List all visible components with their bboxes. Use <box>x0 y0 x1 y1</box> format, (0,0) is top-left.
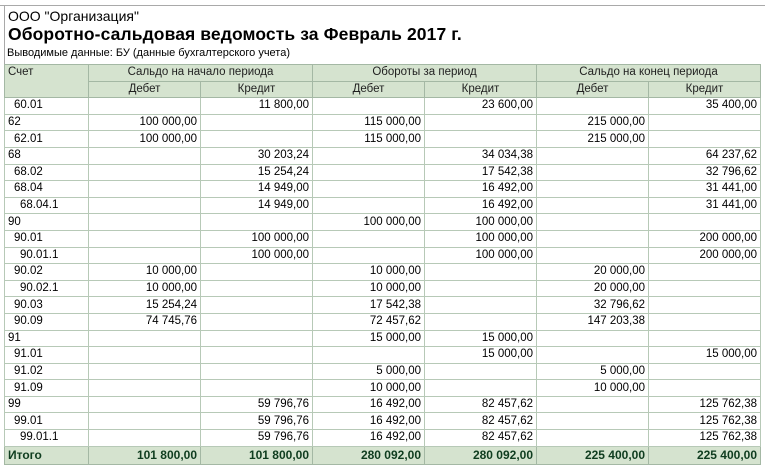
turnover-credit-cell[interactable]: 34 034,38 <box>425 147 537 164</box>
total-label: Итого <box>5 446 89 464</box>
account-code-cell[interactable]: 91.02 <box>5 363 89 380</box>
table-row[interactable] <box>5 297 761 314</box>
opening-debit-cell[interactable] <box>89 230 201 247</box>
turnover-credit-cell[interactable] <box>425 363 537 380</box>
opening-debit-cell[interactable]: 100 000,00 <box>89 131 201 148</box>
closing-credit-cell[interactable]: 125 762,38 <box>649 413 761 430</box>
table-row[interactable] <box>5 131 761 148</box>
table-row[interactable] <box>5 313 761 330</box>
table-row[interactable] <box>5 164 761 181</box>
turnover-credit-cell[interactable]: 15 000,00 <box>425 347 537 364</box>
closing-credit-cell[interactable]: 200 000,00 <box>649 247 761 264</box>
table-row[interactable] <box>5 181 761 198</box>
closing-debit-cell[interactable] <box>537 247 649 264</box>
account-code-cell[interactable]: 90.09 <box>5 313 89 330</box>
turnover-credit-cell[interactable] <box>425 131 537 148</box>
turnover-debit-cell[interactable]: 15 000,00 <box>313 330 425 347</box>
closing-debit-cell[interactable] <box>537 430 649 447</box>
opening-credit-cell[interactable]: 15 254,24 <box>201 164 313 181</box>
turnover-debit-cell[interactable] <box>313 98 425 115</box>
turnover-credit-cell[interactable] <box>425 313 537 330</box>
closing-debit-cell[interactable] <box>537 347 649 364</box>
opening-credit-cell[interactable]: 59 796,76 <box>201 396 313 413</box>
turnover-credit-cell[interactable] <box>425 380 537 397</box>
opening-debit-cell[interactable] <box>89 181 201 198</box>
table-row[interactable] <box>5 363 761 380</box>
table-row[interactable] <box>5 197 761 214</box>
opening-credit-cell[interactable]: 30 203,24 <box>201 147 313 164</box>
opening-credit-cell[interactable] <box>201 297 313 314</box>
column-header-turnover-credit[interactable]: Кредит <box>425 81 537 98</box>
closing-debit-cell[interactable]: 5 000,00 <box>537 363 649 380</box>
opening-credit-cell[interactable]: 14 949,00 <box>201 181 313 198</box>
table-row[interactable] <box>5 98 761 115</box>
turnover-debit-cell[interactable]: 5 000,00 <box>313 363 425 380</box>
table-row[interactable] <box>5 214 761 231</box>
opening-debit-cell[interactable] <box>89 147 201 164</box>
closing-credit-cell[interactable]: 15 000,00 <box>649 347 761 364</box>
header-row-subcolumns <box>5 81 761 98</box>
closing-credit-cell[interactable]: 31 441,00 <box>649 181 761 198</box>
opening-credit-cell[interactable]: 14 949,00 <box>201 197 313 214</box>
closing-debit-cell[interactable] <box>537 214 649 231</box>
turnover-credit-cell[interactable] <box>425 297 537 314</box>
turnover-debit-cell[interactable] <box>313 181 425 198</box>
account-code-cell[interactable]: 90.03 <box>5 297 89 314</box>
turnover-credit-cell[interactable]: 17 542,38 <box>425 164 537 181</box>
turnover-debit-cell[interactable] <box>313 147 425 164</box>
opening-credit-cell[interactable]: 100 000,00 <box>201 247 313 264</box>
opening-credit-cell[interactable]: 59 796,76 <box>201 413 313 430</box>
opening-debit-cell[interactable] <box>89 214 201 231</box>
turnover-debit-cell[interactable] <box>313 247 425 264</box>
column-header-opening-credit[interactable]: Кредит <box>201 81 313 98</box>
table-row[interactable] <box>5 347 761 364</box>
organization-name: ООО "Организация" <box>8 8 139 24</box>
closing-credit-cell[interactable] <box>649 214 761 231</box>
account-code-cell[interactable]: 68.02 <box>5 164 89 181</box>
closing-credit-cell[interactable] <box>649 297 761 314</box>
account-code-cell[interactable]: 90.02 <box>5 264 89 281</box>
closing-credit-cell[interactable]: 125 762,38 <box>649 430 761 447</box>
opening-debit-cell[interactable]: 15 254,24 <box>89 297 201 314</box>
table-row[interactable] <box>5 396 761 413</box>
total-closing-credit: 225 400,00 <box>649 446 761 464</box>
turnover-debit-cell[interactable]: 115 000,00 <box>313 114 425 131</box>
opening-debit-cell[interactable] <box>89 347 201 364</box>
table-body <box>5 98 761 446</box>
total-turnover-debit: 280 092,00 <box>313 446 425 464</box>
turnover-credit-cell[interactable]: 100 000,00 <box>425 214 537 231</box>
column-group-turnover[interactable]: Обороты за период <box>313 65 537 82</box>
account-code-cell[interactable]: 99 <box>5 396 89 413</box>
turnover-debit-cell[interactable] <box>313 164 425 181</box>
account-code-cell[interactable]: 90.01.1 <box>5 247 89 264</box>
closing-credit-cell[interactable] <box>649 114 761 131</box>
closing-debit-cell[interactable]: 10 000,00 <box>537 380 649 397</box>
opening-credit-cell[interactable] <box>201 280 313 297</box>
total-closing-debit: 225 400,00 <box>537 446 649 464</box>
report-subtitle: Выводимые данные: БУ (данные бухгалтерского учета) <box>7 47 290 59</box>
opening-credit-cell[interactable] <box>201 363 313 380</box>
turnover-credit-cell[interactable] <box>425 114 537 131</box>
turnover-credit-cell[interactable]: 23 600,00 <box>425 98 537 115</box>
closing-debit-cell[interactable]: 20 000,00 <box>537 264 649 281</box>
closing-credit-cell[interactable]: 200 000,00 <box>649 230 761 247</box>
opening-debit-cell[interactable] <box>89 98 201 115</box>
table-row[interactable] <box>5 430 761 447</box>
turnover-debit-cell[interactable] <box>313 230 425 247</box>
opening-credit-cell[interactable] <box>201 313 313 330</box>
opening-debit-cell[interactable] <box>89 363 201 380</box>
account-code-cell[interactable]: 90.01 <box>5 230 89 247</box>
closing-debit-cell[interactable]: 215 000,00 <box>537 114 649 131</box>
closing-credit-cell[interactable] <box>649 131 761 148</box>
opening-debit-cell[interactable] <box>89 380 201 397</box>
opening-credit-cell[interactable]: 100 000,00 <box>201 230 313 247</box>
turnover-credit-cell[interactable]: 100 000,00 <box>425 247 537 264</box>
opening-credit-cell[interactable] <box>201 214 313 231</box>
opening-debit-cell[interactable] <box>89 396 201 413</box>
opening-credit-cell[interactable] <box>201 264 313 281</box>
closing-credit-cell[interactable] <box>649 363 761 380</box>
closing-debit-cell[interactable] <box>537 396 649 413</box>
account-code-cell[interactable]: 99.01.1 <box>5 430 89 447</box>
column-header-opening-debit[interactable]: Дебет <box>89 81 201 98</box>
opening-debit-cell[interactable]: 74 745,76 <box>89 313 201 330</box>
opening-credit-cell[interactable] <box>201 330 313 347</box>
closing-credit-cell[interactable]: 35 400,00 <box>649 98 761 115</box>
opening-debit-cell[interactable] <box>89 413 201 430</box>
closing-debit-cell[interactable] <box>537 98 649 115</box>
turnover-debit-cell[interactable]: 16 492,00 <box>313 413 425 430</box>
opening-debit-cell[interactable] <box>89 247 201 264</box>
turnover-debit-cell[interactable]: 72 457,62 <box>313 313 425 330</box>
turnover-debit-cell[interactable]: 10 000,00 <box>313 264 425 281</box>
column-header-turnover-debit[interactable]: Дебет <box>313 81 425 98</box>
turnover-credit-cell[interactable] <box>425 264 537 281</box>
account-code-cell[interactable]: 60.01 <box>5 98 89 115</box>
closing-credit-cell[interactable]: 125 762,38 <box>649 396 761 413</box>
turnover-balance-table <box>4 64 761 465</box>
account-code-cell[interactable]: 90 <box>5 214 89 231</box>
closing-debit-cell[interactable] <box>537 197 649 214</box>
opening-credit-cell[interactable] <box>201 347 313 364</box>
report-title: Оборотно-сальдовая ведомость за Февраль 2017 г. <box>8 24 462 44</box>
closing-debit-cell[interactable] <box>537 413 649 430</box>
column-header-account[interactable]: Счет <box>5 65 89 98</box>
opening-credit-cell[interactable] <box>201 380 313 397</box>
opening-credit-cell[interactable]: 11 800,00 <box>201 98 313 115</box>
turnover-debit-cell[interactable] <box>313 197 425 214</box>
header-row-groups <box>5 65 761 82</box>
opening-debit-cell[interactable] <box>89 430 201 447</box>
account-code-cell[interactable]: 91 <box>5 330 89 347</box>
closing-debit-cell[interactable] <box>537 164 649 181</box>
turnover-credit-cell[interactable] <box>425 280 537 297</box>
turnover-credit-cell[interactable]: 16 492,00 <box>425 197 537 214</box>
total-row <box>5 446 761 464</box>
total-opening-debit: 101 800,00 <box>89 446 201 464</box>
closing-debit-cell[interactable] <box>537 147 649 164</box>
closing-credit-cell[interactable] <box>649 330 761 347</box>
turnover-debit-cell[interactable] <box>313 347 425 364</box>
account-code-cell[interactable]: 91.01 <box>5 347 89 364</box>
turnover-debit-cell[interactable]: 17 542,38 <box>313 297 425 314</box>
closing-debit-cell[interactable]: 147 203,38 <box>537 313 649 330</box>
table-row[interactable] <box>5 280 761 297</box>
closing-credit-cell[interactable] <box>649 264 761 281</box>
closing-debit-cell[interactable] <box>537 181 649 198</box>
opening-debit-cell[interactable]: 10 000,00 <box>89 280 201 297</box>
opening-debit-cell[interactable] <box>89 197 201 214</box>
turnover-credit-cell[interactable]: 15 000,00 <box>425 330 537 347</box>
turnover-credit-cell[interactable]: 82 457,62 <box>425 430 537 447</box>
account-code-cell[interactable]: 68 <box>5 147 89 164</box>
table-row[interactable] <box>5 413 761 430</box>
account-code-cell[interactable]: 62 <box>5 114 89 131</box>
total-opening-credit: 101 800,00 <box>201 446 313 464</box>
total-turnover-credit: 280 092,00 <box>425 446 537 464</box>
table-row[interactable] <box>5 264 761 281</box>
account-code-cell[interactable]: 68.04.1 <box>5 197 89 214</box>
table-row[interactable] <box>5 230 761 247</box>
column-group-opening-balance[interactable]: Сальдо на начало периода <box>89 65 313 82</box>
opening-debit-cell[interactable]: 10 000,00 <box>89 264 201 281</box>
closing-debit-cell[interactable] <box>537 330 649 347</box>
account-code-cell[interactable]: 91.09 <box>5 380 89 397</box>
table-row[interactable] <box>5 114 761 131</box>
column-header-closing-credit[interactable]: Кредит <box>649 81 761 98</box>
table-row[interactable] <box>5 380 761 397</box>
account-code-cell[interactable]: 68.04 <box>5 181 89 198</box>
opening-credit-cell[interactable] <box>201 131 313 148</box>
closing-debit-cell[interactable]: 215 000,00 <box>537 131 649 148</box>
turnover-debit-cell[interactable]: 10 000,00 <box>313 380 425 397</box>
closing-credit-cell[interactable] <box>649 313 761 330</box>
closing-debit-cell[interactable]: 32 796,62 <box>537 297 649 314</box>
closing-credit-cell[interactable]: 64 237,62 <box>649 147 761 164</box>
column-header-closing-debit[interactable]: Дебет <box>537 81 649 98</box>
account-code-cell[interactable]: 90.02.1 <box>5 280 89 297</box>
closing-credit-cell[interactable] <box>649 380 761 397</box>
closing-credit-cell[interactable] <box>649 280 761 297</box>
turnover-credit-cell[interactable]: 82 457,62 <box>425 396 537 413</box>
turnover-debit-cell[interactable]: 10 000,00 <box>313 280 425 297</box>
turnover-debit-cell[interactable]: 16 492,00 <box>313 430 425 447</box>
opening-credit-cell[interactable] <box>201 114 313 131</box>
opening-debit-cell[interactable]: 100 000,00 <box>89 114 201 131</box>
closing-credit-cell[interactable]: 32 796,62 <box>649 164 761 181</box>
column-group-closing-balance[interactable]: Сальдо на конец периода <box>537 65 761 82</box>
turnover-debit-cell[interactable]: 100 000,00 <box>313 214 425 231</box>
turnover-debit-cell[interactable]: 16 492,00 <box>313 396 425 413</box>
table-row[interactable] <box>5 147 761 164</box>
opening-debit-cell[interactable] <box>89 330 201 347</box>
turnover-credit-cell[interactable]: 16 492,00 <box>425 181 537 198</box>
opening-credit-cell[interactable]: 59 796,76 <box>201 430 313 447</box>
opening-debit-cell[interactable] <box>89 164 201 181</box>
closing-debit-cell[interactable]: 20 000,00 <box>537 280 649 297</box>
table-row[interactable] <box>5 247 761 264</box>
closing-debit-cell[interactable] <box>537 230 649 247</box>
turnover-credit-cell[interactable]: 82 457,62 <box>425 413 537 430</box>
account-code-cell[interactable]: 99.01 <box>5 413 89 430</box>
account-code-cell[interactable]: 62.01 <box>5 131 89 148</box>
closing-credit-cell[interactable]: 31 441,00 <box>649 197 761 214</box>
turnover-credit-cell[interactable]: 100 000,00 <box>425 230 537 247</box>
turnover-debit-cell[interactable]: 115 000,00 <box>313 131 425 148</box>
table-row[interactable] <box>5 330 761 347</box>
report-frame-top-border <box>0 5 765 6</box>
